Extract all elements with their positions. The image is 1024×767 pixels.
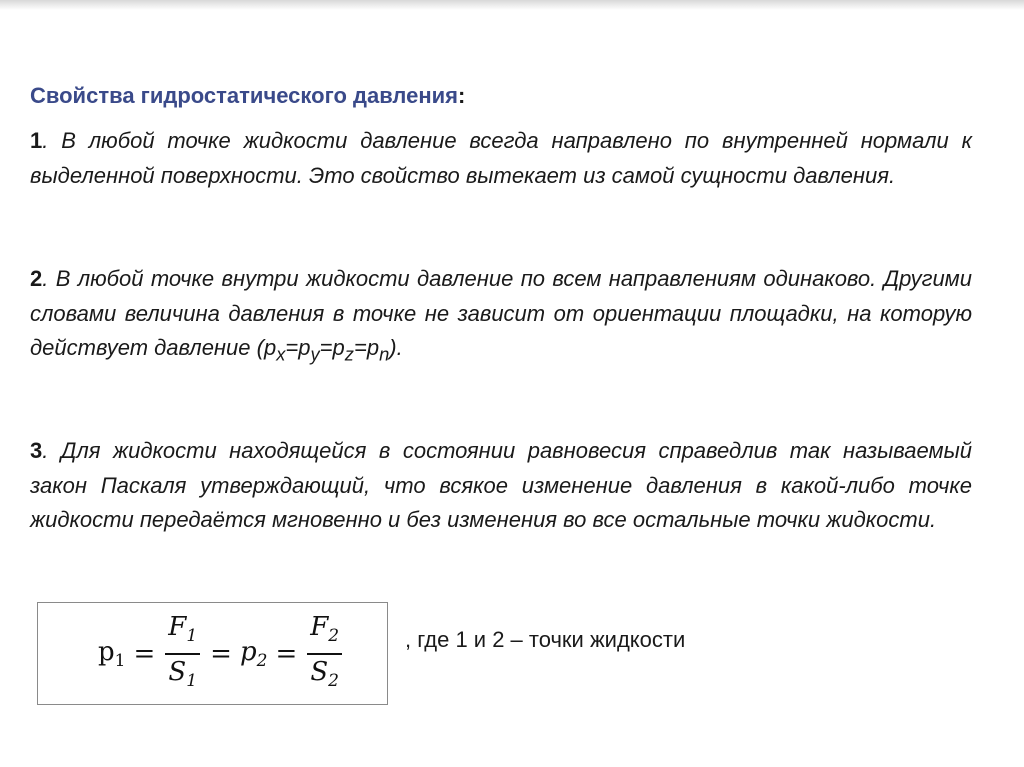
formula-equals-1: = — [133, 639, 156, 669]
formula-p2: $p_2$ — [239, 637, 268, 671]
slide-heading — [30, 83, 465, 109]
formula-equals-2: = — [210, 639, 232, 669]
property-3-number: 3 — [30, 438, 43, 463]
formula-box — [37, 602, 388, 705]
heading-text: Свойства гидростатического давления — [30, 83, 459, 108]
formula-explanation: , где 1 и 2 – точки жидкости — [405, 627, 686, 652]
pressure-equality: $(p_x=p_y=p_z=p_n)$. — [256, 335, 403, 365]
property-2-number: 2 — [30, 266, 43, 291]
property-1-number: 1 — [30, 128, 43, 153]
formula-fraction-2: $\frac{F_2}{S_2}$ — [307, 610, 342, 698]
heading-colon: : — [458, 83, 466, 108]
property-1-text: . В любой точке жидкости давление всегда направлено по внутренней нормали к выделенной поверхности. Это свойство вытекает из самой сущности давления. — [30, 128, 972, 188]
property-2 — [30, 262, 972, 372]
property-3-text: . Для жидкости находящейся в состоянии равновесия справедлив так называемый закон Паскаля утверждающий, что всякое изменение давления в какой-либо точке жидкости передаётся мгновенно и без изменения во все остальные точки жидкости. — [30, 438, 972, 532]
formula-p1: $p_1$ — [98, 637, 126, 671]
pascal-formula — [98, 611, 344, 697]
property-3 — [30, 434, 972, 538]
property-2-text: . В любой точке внутри жидкости давление по всем направлениям одинаково. Другими словами величина давления в точке не зависит от ориентации площадки, на которую действует давление — [30, 266, 972, 360]
slide-top-shadow — [0, 0, 1024, 10]
property-1 — [30, 124, 972, 193]
formula-fraction-1: $\frac{F_1}{S_1}$ — [165, 610, 200, 698]
formula-equals-3: = — [275, 639, 298, 669]
